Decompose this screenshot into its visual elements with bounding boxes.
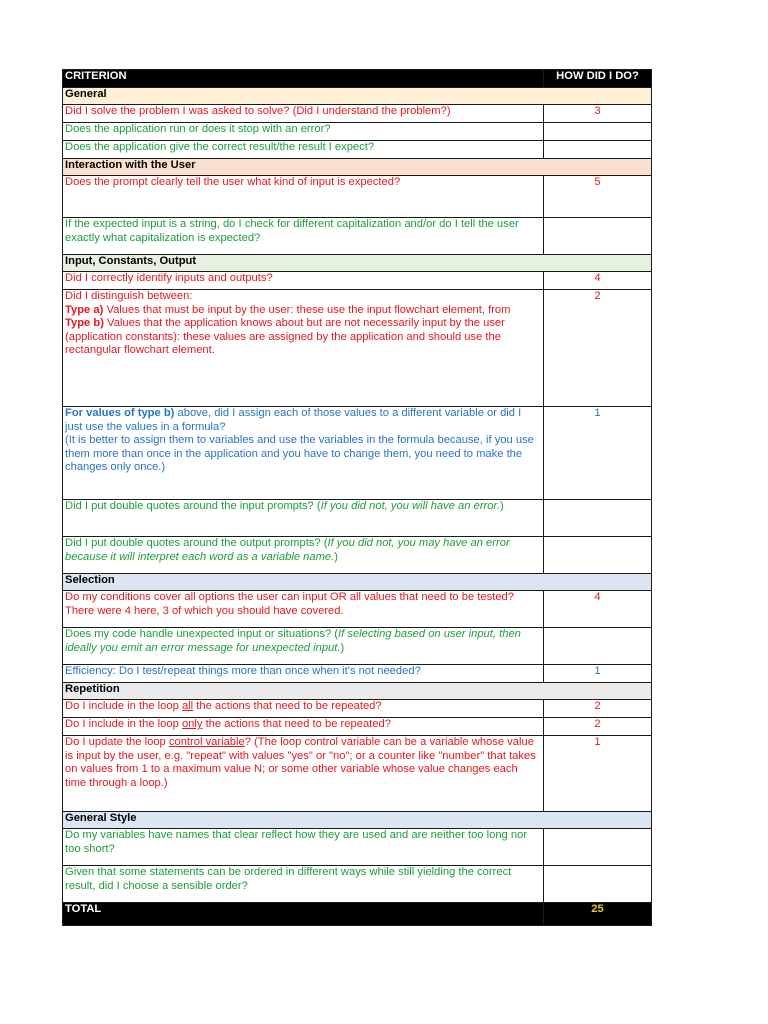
criterion-text-segment: If selecting based on user input, then ideally you emit an error message for unexpected input. bbox=[65, 628, 521, 654]
criterion-text bbox=[63, 628, 544, 665]
criterion-text-segment: only bbox=[181, 718, 203, 730]
criterion-row bbox=[63, 866, 652, 903]
score-cell[interactable] bbox=[544, 866, 652, 903]
section-row bbox=[63, 812, 652, 829]
criterion-text bbox=[63, 665, 544, 683]
criterion-row bbox=[63, 123, 652, 141]
criterion-text-segment: For values of type b) bbox=[65, 407, 175, 419]
header-row bbox=[63, 70, 652, 88]
criterion-text bbox=[63, 105, 544, 123]
score-cell[interactable]: 1 bbox=[544, 665, 652, 683]
score-cell[interactable]: 4 bbox=[544, 272, 652, 290]
criterion-row bbox=[63, 218, 652, 255]
criterion-row bbox=[63, 500, 652, 537]
criterion-text-segment: all bbox=[181, 700, 194, 712]
rubric-body bbox=[63, 70, 652, 926]
criterion-row bbox=[63, 718, 652, 736]
total-score: 25 bbox=[544, 903, 652, 926]
section-row bbox=[63, 255, 652, 272]
criterion-text-segment: control variable bbox=[168, 736, 245, 748]
section-title: Selection bbox=[63, 574, 652, 591]
criterion-row bbox=[63, 591, 652, 628]
criterion-text-segment: If you did not, you may have an error because it will interpret each word as a variable name. bbox=[65, 537, 510, 563]
criterion-text-segment: the actions that need to be repeated? bbox=[202, 718, 391, 730]
criterion-text-segment: above, did I assign each of those values to a different variable or did I just use the values in a formula? bbox=[65, 407, 522, 433]
total-row bbox=[63, 903, 652, 926]
criterion-row bbox=[63, 537, 652, 574]
criterion-text bbox=[63, 141, 544, 159]
criterion-row bbox=[63, 829, 652, 866]
score-cell[interactable] bbox=[544, 218, 652, 255]
criterion-text-segment: (It is better to assign them to variables and use the variables in the formula because, if you use them more than once in the application and you have to change them, you need to make the changes only once.) bbox=[65, 434, 534, 473]
criterion-text bbox=[63, 272, 544, 290]
section-title: Interaction with the User bbox=[63, 159, 652, 176]
section-title: Repetition bbox=[63, 683, 652, 700]
score-cell[interactable]: 2 bbox=[544, 700, 652, 718]
criterion-row bbox=[63, 736, 652, 812]
criterion-text-segment: Values that must be input by the user: these use the input flowchart element, from bbox=[103, 303, 511, 316]
criterion-text bbox=[63, 407, 544, 500]
criterion-text bbox=[63, 718, 544, 736]
criterion-text-segment: If the expected input is a string, do I check for different capitalization and/or do I tell the user exactly what capitalization is expected? bbox=[65, 218, 519, 244]
criterion-text bbox=[63, 736, 544, 812]
criterion-text-segment: Do my variables have names that clear reflect how they are used and are neither too long nor too short? bbox=[65, 829, 528, 855]
criterion-text-segment: Does my code handle unexpected input or situations? ( bbox=[65, 628, 339, 640]
section-title: General bbox=[63, 88, 652, 105]
criterion-text-segment: Did I distinguish between: bbox=[65, 290, 193, 302]
criterion-row bbox=[63, 141, 652, 159]
score-cell[interactable] bbox=[544, 628, 652, 665]
criterion-row bbox=[63, 176, 652, 218]
score-cell[interactable] bbox=[544, 537, 652, 574]
criterion-text-segment: If you did not, you will have an error. bbox=[320, 500, 500, 512]
criterion-text bbox=[63, 290, 544, 407]
criterion-text bbox=[63, 500, 544, 537]
criterion-text-segment: ) bbox=[499, 500, 504, 512]
section-row bbox=[63, 574, 652, 591]
criterion-text-segment: Do I include in the loop bbox=[65, 718, 182, 730]
criterion-text-segment: Did I put double quotes around the output prompts? ( bbox=[65, 537, 328, 549]
criterion-text-segment: the actions that need to be repeated? bbox=[193, 700, 382, 712]
score-cell[interactable]: 5 bbox=[544, 176, 652, 218]
score-cell[interactable]: 4 bbox=[544, 591, 652, 628]
criterion-row bbox=[63, 700, 652, 718]
rubric-table bbox=[62, 69, 652, 926]
criterion-text-segment: Values that the application knows about but are not necessarily input by the user (application constants): these values are assigned by the application and should use the rectangular flowchart element. bbox=[65, 317, 505, 356]
criterion-text-segment: Does the application run or does it stop with an error? bbox=[65, 123, 331, 135]
total-label: TOTAL bbox=[63, 903, 544, 926]
criterion-text-segment: Does the application give the correct result/the result I expect? bbox=[65, 141, 375, 153]
section-title: Input, Constants, Output bbox=[63, 255, 652, 272]
criterion-row bbox=[63, 105, 652, 123]
criterion-text-segment: Given that some statements can be ordered in different ways while still yielding the correct result, did I choose a sensible order? bbox=[65, 866, 512, 892]
criterion-text-segment: ) bbox=[334, 550, 338, 563]
criterion-text bbox=[63, 176, 544, 218]
criterion-text bbox=[63, 866, 544, 903]
criterion-row bbox=[63, 272, 652, 290]
section-row bbox=[63, 88, 652, 105]
score-cell[interactable]: 1 bbox=[544, 407, 652, 500]
criterion-text bbox=[63, 537, 544, 574]
criterion-row bbox=[63, 290, 652, 407]
score-cell[interactable]: 3 bbox=[544, 105, 652, 123]
section-row bbox=[63, 159, 652, 176]
criterion-text bbox=[63, 829, 544, 866]
criterion-text-segment: Do my conditions cover all options the user can input OR all values that need to be tested? There were 4 here, 3 of which you should have covered. bbox=[65, 591, 515, 617]
criterion-text bbox=[63, 218, 544, 255]
criterion-text-segment: Did I solve the problem I was asked to solve? (Did I understand the problem?) bbox=[65, 105, 451, 117]
criterion-row bbox=[63, 628, 652, 665]
score-cell[interactable]: 2 bbox=[544, 290, 652, 407]
score-cell[interactable] bbox=[544, 829, 652, 866]
score-cell[interactable] bbox=[544, 141, 652, 159]
criterion-text-segment: ? (The loop control variable can be a variable whose value is input by the user, e.g. "repeat" with values "yes" or "no"; or a counter like "number" that takes on values from 1 to a maximum value N; or some other variable whose value changes each time through a loop.) bbox=[65, 736, 536, 789]
criterion-text-segment: Efficiency: Do I test/repeat things more than once when it's not needed? bbox=[65, 665, 421, 677]
criterion-text bbox=[63, 123, 544, 141]
criterion-text-segment: Type a) bbox=[65, 303, 104, 316]
score-cell[interactable] bbox=[544, 500, 652, 537]
criterion-row bbox=[63, 407, 652, 500]
header-how-did-i-do: HOW DID I DO? bbox=[544, 70, 652, 88]
criterion-row bbox=[63, 665, 652, 683]
section-title: General Style bbox=[63, 812, 652, 829]
score-cell[interactable]: 1 bbox=[544, 736, 652, 812]
criterion-text-segment: Does the prompt clearly tell the user what kind of input is expected? bbox=[65, 176, 401, 188]
criterion-text bbox=[63, 700, 544, 718]
criterion-text-segment: Do I include in the loop bbox=[65, 700, 182, 712]
criterion-text-segment: Do I update the loop bbox=[65, 736, 169, 748]
criterion-text-segment: Type b) bbox=[65, 317, 104, 329]
criterion-text-segment: Did I put double quotes around the input prompts? ( bbox=[65, 500, 321, 512]
header-criterion: CRITERION bbox=[63, 70, 544, 88]
criterion-text-segment: ) bbox=[340, 641, 345, 654]
score-cell[interactable]: 2 bbox=[544, 718, 652, 736]
criterion-text-segment: Did I correctly identify inputs and outputs? bbox=[65, 272, 273, 284]
criterion-text bbox=[63, 591, 544, 628]
section-row bbox=[63, 683, 652, 700]
score-cell[interactable] bbox=[544, 123, 652, 141]
